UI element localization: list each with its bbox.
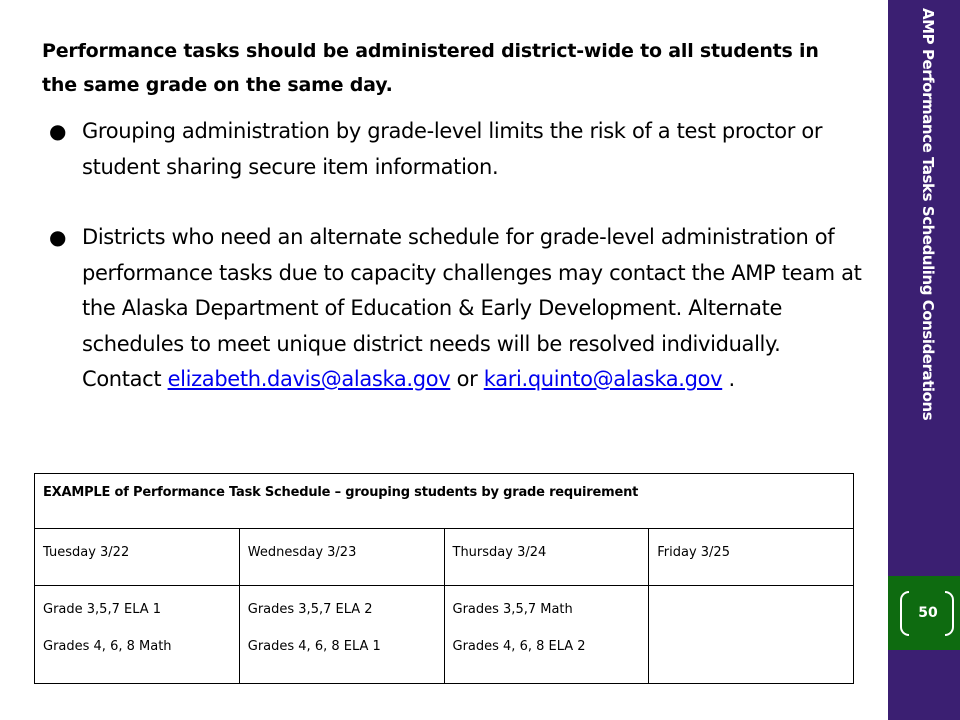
bullet-list bbox=[42, 114, 862, 398]
slot-line: Grades 3,5,7 Math bbox=[452, 602, 573, 617]
slide-heading: Performance tasks should be administered district-wide to all students in the same grade on the same day. bbox=[42, 40, 819, 96]
slot-wednesday bbox=[239, 586, 444, 684]
slot-thursday bbox=[444, 586, 649, 684]
slot-friday bbox=[649, 586, 854, 684]
day-wednesday: Wednesday 3/23 bbox=[239, 529, 444, 586]
bullet-text: Grouping administration by grade-level limits the risk of a test proctor or student sharing secure item information. bbox=[82, 119, 823, 179]
bullet-icon: ● bbox=[49, 225, 67, 249]
sidebar-title: AMP Performance Tasks Scheduling Considerations bbox=[919, 8, 937, 421]
bullet-end: . bbox=[728, 367, 735, 391]
day-friday: Friday 3/25 bbox=[649, 529, 854, 586]
day-thursday: Thursday 3/24 bbox=[444, 529, 649, 586]
bullet-text: Districts who need an alternate schedule for grade-level administration of performance tasks due to capacity challenges may contact the AMP team at the Alaska Department of Education & Early Development. Alternate schedules to meet unique district needs will be resolved individually. Contact bbox=[82, 225, 862, 391]
day-tuesday: Tuesday 3/22 bbox=[35, 529, 240, 586]
slot-line: Grades 4, 6, 8 Math bbox=[43, 639, 172, 654]
schedule-table bbox=[34, 473, 854, 684]
slot-line: Grade 3,5,7 ELA 1 bbox=[43, 602, 162, 617]
table-title: EXAMPLE of Performance Task Schedule – grouping students by grade requirement bbox=[35, 474, 854, 529]
table-row bbox=[35, 586, 854, 684]
email-link-kari[interactable]: kari.quinto@alaska.gov bbox=[483, 367, 723, 391]
bullet-joiner: or bbox=[456, 367, 478, 391]
bullet-item-grouping bbox=[42, 114, 862, 185]
slot-line: Grades 4, 6, 8 ELA 1 bbox=[247, 639, 381, 654]
page-number: 50 bbox=[918, 605, 938, 621]
slot-line: Grades 3,5,7 ELA 2 bbox=[247, 602, 373, 617]
bullet-icon: ● bbox=[49, 119, 67, 143]
bullet-item-alternate-schedule bbox=[42, 220, 862, 398]
table-title-row bbox=[35, 474, 854, 529]
left-brace-icon bbox=[900, 591, 909, 636]
slot-line: Grades 4, 6, 8 ELA 2 bbox=[452, 639, 586, 654]
table-header-row bbox=[35, 529, 854, 586]
slot-tuesday bbox=[35, 586, 240, 684]
email-link-elizabeth[interactable]: elizabeth.davis@alaska.gov bbox=[167, 367, 451, 391]
right-brace-icon bbox=[945, 591, 954, 636]
